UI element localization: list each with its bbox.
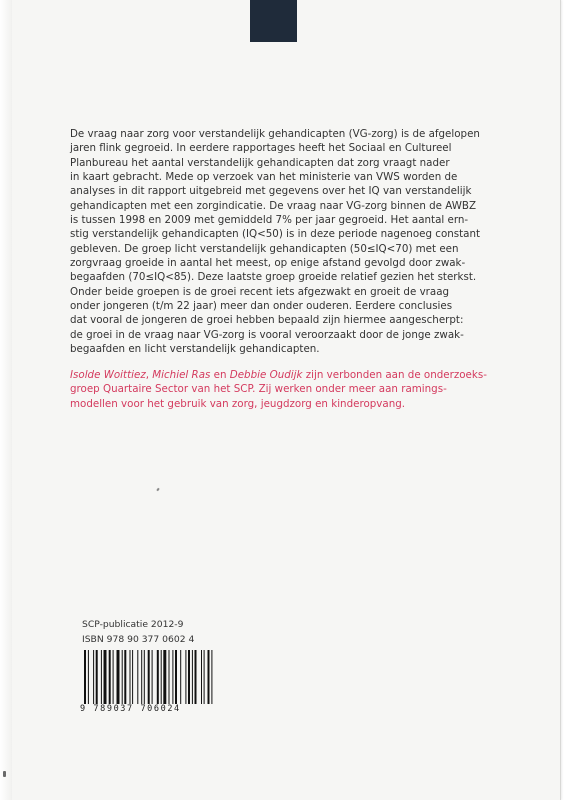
barcode-bar: [188, 650, 190, 704]
cover-color-block: [250, 0, 297, 42]
summary-line: gebleven. De groep licht verstandelijk gehandicapten (50≤IQ<70) met een: [70, 242, 459, 255]
summary-line: gehandicapten met een zorgindicatie. De vraag naar VG-zorg binnen de AWBZ: [70, 199, 477, 212]
summary-line: de groei in de vraag naar VG-zorg is vooral veroorzaakt door de jonge zwak-: [70, 328, 464, 341]
barcode-bar: [96, 650, 98, 704]
summary-line: dat vooral de jongeren de groei hebben bepaald zijn hiermee aangescherpt:: [70, 314, 464, 327]
summary-line: begaafden (70≤IQ<85). Deze laatste groep groeide relatief gezien het sterkst.: [70, 271, 477, 284]
author-line: [70, 368, 490, 382]
author-line: groep Quartaire Sector van het SCP. Zij werken onder meer aan ramings-: [70, 383, 447, 396]
barcode-bar: [169, 650, 170, 704]
barcode-bar: [122, 650, 123, 704]
barcode-bar: [130, 650, 131, 704]
barcode-bar: [144, 650, 145, 710]
summary-line: in kaart gebracht. Mede op verzoek van het ministerie van VWS worden de: [70, 171, 458, 184]
barcode-bar: [113, 650, 114, 704]
barcode-bar: [172, 650, 173, 704]
summary-line: stig verstandelijk gehandicapten (IQ<50) is in deze periode nagenoeg constant: [70, 228, 481, 241]
summary-line: jaren flink gegroeid. In eerdere rapportages heeft het Sociaal en Cultureel: [70, 142, 452, 155]
author-name: Michiel Ras: [152, 369, 211, 381]
barcode-bar: [204, 650, 205, 704]
page-edge: [0, 0, 12, 800]
barcode-bar: [211, 650, 212, 710]
summary-line: is tussen 1998 en 2009 met gemiddeld 7% per jaar gegroeid. Het aantal ern-: [70, 214, 469, 227]
barcode-bar: [141, 650, 142, 704]
barcode-bar: [192, 650, 193, 704]
author-separator: ,: [145, 369, 153, 381]
barcode-bar: [148, 650, 150, 710]
summary-paragraph: [70, 127, 480, 357]
isbn-number: ISBN 978 90 377 0602 4: [82, 634, 195, 645]
author-text: zijn verbonden aan de onderzoeks-: [302, 369, 487, 381]
author-line: modellen voor het gebruik van zorg, jeugdzorg en kinderopvang.: [70, 397, 406, 410]
barcode-digits: 9 789037 706024: [80, 704, 220, 714]
barcode-bar: [195, 650, 197, 704]
author-name: Debbie Oudijk: [229, 369, 303, 381]
barcode-bar: [163, 650, 166, 704]
barcode-bar: [117, 650, 120, 704]
barcode-bar: [84, 650, 86, 710]
barcode-bar: [124, 650, 126, 704]
summary-line: zorgvraag groeide in aantal het meest, op enige afstand gevolgd door zwak-: [70, 257, 466, 270]
summary-line: De vraag naar zorg voor verstandelijk gehandicapten (VG-zorg) is de afgelopen: [70, 128, 480, 140]
summary-line: Planbureau het aantal verstandelijk gehandicapten dat zorg vraagt nader: [70, 156, 450, 169]
barcode-bar: [161, 650, 162, 704]
barcode-bar: [175, 650, 177, 704]
barcode-bar: [201, 650, 202, 704]
author-separator: en: [210, 369, 230, 381]
summary-line: onder jongeren (t/m 22 jaar) meer dan onder ouderen. Eerdere conclusies: [70, 300, 453, 313]
barcode-bar: [152, 650, 153, 710]
barcode-bar: [88, 650, 89, 710]
barcode-bar: [104, 650, 107, 704]
barcode-bar: [101, 650, 102, 704]
author-name: Isolde Woittiez: [70, 369, 146, 381]
author-note: [70, 368, 490, 411]
edge-mark: [3, 771, 6, 777]
barcode-bar: [132, 650, 133, 704]
summary-line: analyses in dit rapport uitgebreid met gegevens over het IQ van verstandelijk: [70, 185, 472, 198]
barcode-bar: [185, 650, 186, 704]
publication-series: SCP-publicatie 2012-9: [82, 619, 184, 630]
summary-line: Onder beide groepen is de groei recent iets afgezwakt en groeit de vraag: [70, 285, 450, 298]
barcode-bar: [93, 650, 94, 704]
barcode-bar: [137, 650, 138, 704]
barcode-bar: [157, 650, 159, 704]
barcode-bar: [109, 650, 111, 704]
barcode-bar: [180, 650, 181, 704]
summary-line: begaafden en licht verstandelijk gehandicapten.: [70, 343, 320, 356]
publication-info: [82, 617, 194, 647]
barcode-bar: [208, 650, 210, 704]
